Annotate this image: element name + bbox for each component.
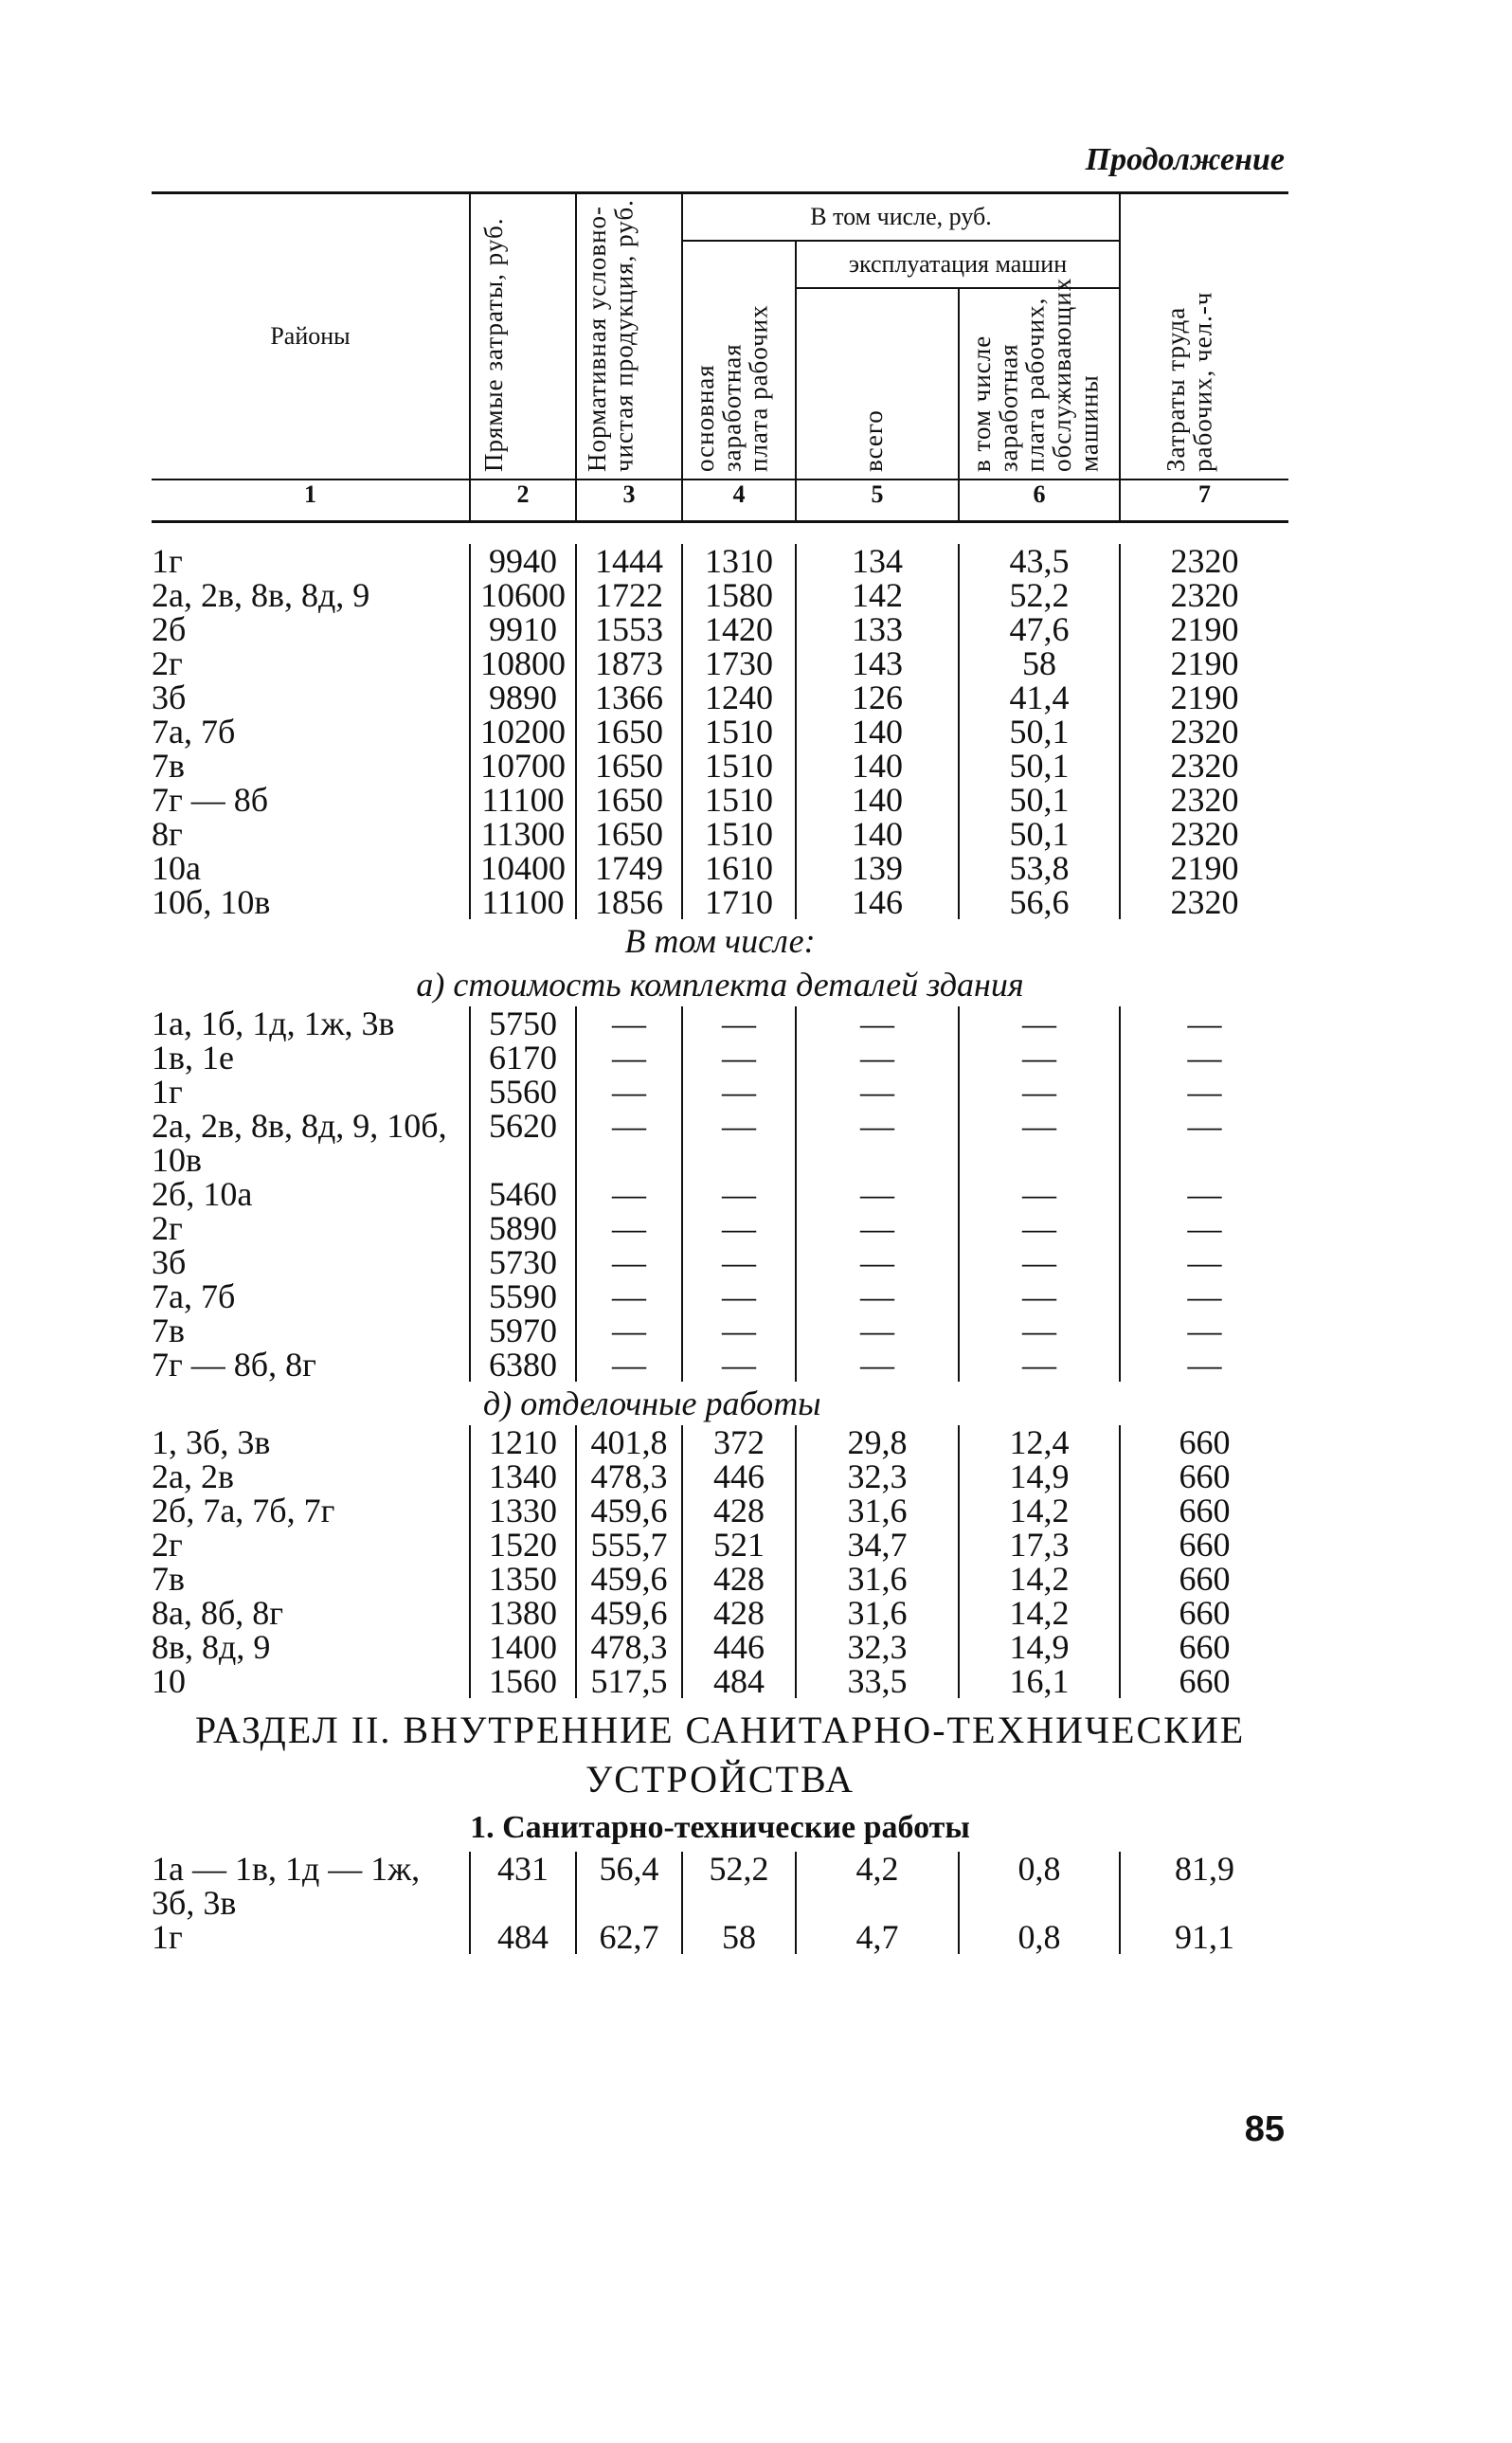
value-cell: — xyxy=(1120,1348,1288,1382)
value-cell: 140 xyxy=(796,783,959,817)
value-cell: 140 xyxy=(796,749,959,783)
value-cell: 1710 xyxy=(682,885,796,919)
table-row xyxy=(152,1348,1288,1382)
value-cell: 10800 xyxy=(470,646,576,680)
value-cell: — xyxy=(682,1313,796,1348)
value-cell: 9890 xyxy=(470,680,576,715)
region-cell: 2г xyxy=(152,1209,183,1247)
value-cell: 1749 xyxy=(576,851,682,885)
value-cell: 29,8 xyxy=(796,1425,959,1459)
value-cell: 1420 xyxy=(682,612,796,646)
value-cell: 2320 xyxy=(1120,749,1288,783)
value-cell: 660 xyxy=(1120,1630,1288,1664)
table-row xyxy=(152,1920,1288,1954)
value-cell: 1510 xyxy=(682,817,796,851)
value-cell: 1730 xyxy=(682,646,796,680)
value-cell: 14,9 xyxy=(959,1459,1120,1493)
value-cell: — xyxy=(796,1313,959,1348)
table-row xyxy=(152,578,1288,612)
value-cell: — xyxy=(1120,1075,1288,1109)
value-cell: 2190 xyxy=(1120,646,1288,680)
value-cell: — xyxy=(796,1075,959,1109)
region-cell: 2г xyxy=(152,644,183,682)
table-row xyxy=(152,1006,1288,1041)
value-cell: 34,7 xyxy=(796,1528,959,1562)
value-cell: — xyxy=(959,1109,1120,1177)
table-row xyxy=(152,715,1288,749)
value-cell: 41,4 xyxy=(959,680,1120,715)
value-cell: 1310 xyxy=(682,544,796,578)
value-cell: — xyxy=(959,1313,1120,1348)
section2-subtitle: 1. Санитарно-технические работы xyxy=(470,1810,970,1845)
value-cell: — xyxy=(959,1177,1120,1211)
region-cell: 2г xyxy=(152,1526,183,1564)
value-cell: 372 xyxy=(682,1425,796,1459)
value-cell: 2320 xyxy=(1120,578,1288,612)
table-row xyxy=(152,1313,1288,1348)
section-a-title: а) стоимость комплекта деталей здания xyxy=(416,966,1024,1004)
value-cell: 9910 xyxy=(470,612,576,646)
value-cell: — xyxy=(576,1279,682,1313)
value-cell: 143 xyxy=(796,646,959,680)
header-normative-production: Нормативная условно-чистая продукция, руб. xyxy=(576,193,682,480)
col-number: 1 xyxy=(152,480,470,522)
value-cell: — xyxy=(682,1006,796,1041)
value-cell: 133 xyxy=(796,612,959,646)
value-cell: 521 xyxy=(682,1528,796,1562)
table-row xyxy=(152,680,1288,715)
value-cell: 2190 xyxy=(1120,612,1288,646)
value-cell: — xyxy=(796,1006,959,1041)
value-cell: 12,4 xyxy=(959,1425,1120,1459)
sanitary-table xyxy=(152,1852,1288,1954)
value-cell: 1510 xyxy=(682,715,796,749)
value-cell: 1444 xyxy=(576,544,682,578)
value-cell: — xyxy=(959,1006,1120,1041)
value-cell: 81,9 xyxy=(1120,1852,1288,1920)
value-cell: 58 xyxy=(959,646,1120,680)
col-number: 2 xyxy=(470,480,576,522)
value-cell: 1340 xyxy=(470,1459,576,1493)
page-number: 85 xyxy=(1244,2109,1285,2149)
region-cell: 2б xyxy=(152,610,187,648)
col-number: 3 xyxy=(576,480,682,522)
value-cell: — xyxy=(576,1348,682,1382)
value-cell: 1856 xyxy=(576,885,682,919)
value-cell: — xyxy=(682,1245,796,1279)
value-cell: 1580 xyxy=(682,578,796,612)
table-row xyxy=(152,1109,1288,1177)
region-cell: 7в xyxy=(152,747,185,785)
value-cell: 11300 xyxy=(470,817,576,851)
value-cell: 2190 xyxy=(1120,680,1288,715)
value-cell: — xyxy=(576,1177,682,1211)
including-label: В том числе: xyxy=(624,922,816,960)
section2-title-line1: РАЗДЕЛ II. ВНУТРЕННИЕ САНИТАРНО-ТЕХНИЧЕСКИЕ xyxy=(194,1709,1246,1751)
value-cell: — xyxy=(682,1109,796,1177)
value-cell: 5750 xyxy=(470,1006,576,1041)
table-row xyxy=(152,1528,1288,1562)
value-cell: 517,5 xyxy=(576,1664,682,1698)
value-cell: 428 xyxy=(682,1493,796,1528)
value-cell: — xyxy=(959,1348,1120,1382)
section2-title xyxy=(152,1706,1288,1804)
value-cell: — xyxy=(682,1348,796,1382)
col-number: 7 xyxy=(1120,480,1288,522)
document-page xyxy=(152,142,1288,1954)
value-cell: 52,2 xyxy=(682,1852,796,1920)
value-cell: 43,5 xyxy=(959,544,1120,578)
value-cell: — xyxy=(1120,1041,1288,1075)
value-cell: 660 xyxy=(1120,1425,1288,1459)
value-cell: — xyxy=(576,1313,682,1348)
value-cell: 478,3 xyxy=(576,1630,682,1664)
value-cell: 62,7 xyxy=(576,1920,682,1954)
value-cell: — xyxy=(796,1211,959,1245)
value-cell: — xyxy=(796,1348,959,1382)
value-cell: 56,6 xyxy=(959,885,1120,919)
header-regions: Районы xyxy=(152,193,470,480)
value-cell: — xyxy=(682,1177,796,1211)
value-cell: 10400 xyxy=(470,851,576,885)
value-cell: 6380 xyxy=(470,1348,576,1382)
header-labor-costs: Затраты труда рабочих, чел.-ч xyxy=(1120,193,1288,480)
table-row xyxy=(152,1493,1288,1528)
value-cell: 555,7 xyxy=(576,1528,682,1562)
value-cell: 1510 xyxy=(682,749,796,783)
value-cell: 142 xyxy=(796,578,959,612)
value-cell: — xyxy=(682,1041,796,1075)
value-cell: — xyxy=(576,1041,682,1075)
value-cell: 50,1 xyxy=(959,817,1120,851)
region-cell: 7а, 7б xyxy=(152,1277,236,1315)
value-cell: 139 xyxy=(796,851,959,885)
value-cell: — xyxy=(796,1109,959,1177)
value-cell: — xyxy=(682,1211,796,1245)
value-cell: 2320 xyxy=(1120,885,1288,919)
value-cell: 16,1 xyxy=(959,1664,1120,1698)
value-cell: 1650 xyxy=(576,783,682,817)
table-row xyxy=(152,1211,1288,1245)
region-cell: 10а xyxy=(152,849,201,887)
value-cell: — xyxy=(1120,1006,1288,1041)
value-cell: 31,6 xyxy=(796,1562,959,1596)
value-cell: — xyxy=(959,1211,1120,1245)
value-cell: — xyxy=(1120,1177,1288,1211)
value-cell: 11100 xyxy=(470,783,576,817)
region-cell: 7в xyxy=(152,1312,185,1349)
value-cell: 52,2 xyxy=(959,578,1120,612)
value-cell: 1520 xyxy=(470,1528,576,1562)
value-cell: 140 xyxy=(796,817,959,851)
value-cell: 5460 xyxy=(470,1177,576,1211)
value-cell: 660 xyxy=(1120,1459,1288,1493)
value-cell: 446 xyxy=(682,1630,796,1664)
value-cell: 1510 xyxy=(682,783,796,817)
col-number: 4 xyxy=(682,480,796,522)
value-cell: 126 xyxy=(796,680,959,715)
table-row xyxy=(152,1596,1288,1630)
value-cell: 0,8 xyxy=(959,1852,1120,1920)
region-cell: 3б xyxy=(152,1243,187,1281)
value-cell: 4,7 xyxy=(796,1920,959,1954)
value-cell: — xyxy=(1120,1109,1288,1177)
value-cell: 660 xyxy=(1120,1596,1288,1630)
region-cell: 7г — 8б xyxy=(152,781,269,819)
value-cell: 1350 xyxy=(470,1562,576,1596)
value-cell: 14,2 xyxy=(959,1596,1120,1630)
table-row xyxy=(152,1177,1288,1211)
value-cell: 50,1 xyxy=(959,715,1120,749)
table-row xyxy=(152,1425,1288,1459)
table-row xyxy=(152,612,1288,646)
value-cell: 2190 xyxy=(1120,851,1288,885)
region-cell: 8в, 8д, 9 xyxy=(152,1628,271,1666)
value-cell: — xyxy=(1120,1279,1288,1313)
value-cell: — xyxy=(959,1245,1120,1279)
region-cell: 2б, 7а, 7б, 7г xyxy=(152,1492,335,1529)
value-cell: — xyxy=(796,1279,959,1313)
section2-rows xyxy=(152,1852,1288,1954)
table-row xyxy=(152,1041,1288,1075)
value-cell: 10200 xyxy=(470,715,576,749)
cost-table xyxy=(152,191,1288,1698)
table-row xyxy=(152,1245,1288,1279)
value-cell: 2320 xyxy=(1120,715,1288,749)
region-cell: 8г xyxy=(152,815,183,853)
value-cell: — xyxy=(959,1279,1120,1313)
value-cell: 32,3 xyxy=(796,1459,959,1493)
value-cell: 58 xyxy=(682,1920,796,1954)
value-cell: 50,1 xyxy=(959,749,1120,783)
value-cell: 484 xyxy=(470,1920,576,1954)
value-cell: — xyxy=(1120,1245,1288,1279)
value-cell: 6170 xyxy=(470,1041,576,1075)
value-cell: 1210 xyxy=(470,1425,576,1459)
value-cell: 146 xyxy=(796,885,959,919)
region-cell: 1в, 1е xyxy=(152,1039,234,1077)
value-cell: 459,6 xyxy=(576,1596,682,1630)
value-cell: 459,6 xyxy=(576,1562,682,1596)
header-incl-wage: в том числе заработная плата рабочих, обслуживающих машины xyxy=(959,288,1120,480)
table-row xyxy=(152,817,1288,851)
value-cell: 14,2 xyxy=(959,1493,1120,1528)
table-row xyxy=(152,1279,1288,1313)
value-cell: 5620 xyxy=(470,1109,576,1177)
section-d-rows xyxy=(152,1425,1288,1698)
value-cell: 660 xyxy=(1120,1493,1288,1528)
region-cell: 1г xyxy=(152,1073,183,1111)
value-cell: 9940 xyxy=(470,544,576,578)
table-row xyxy=(152,749,1288,783)
header-base-wage: основная заработная плата рабочих xyxy=(682,241,796,480)
value-cell: 401,8 xyxy=(576,1425,682,1459)
header-direct-costs: Прямые затраты, руб. xyxy=(470,193,576,480)
value-cell: — xyxy=(576,1211,682,1245)
table-row xyxy=(152,646,1288,680)
value-cell: 446 xyxy=(682,1459,796,1493)
value-cell: 1610 xyxy=(682,851,796,885)
value-cell: — xyxy=(1120,1211,1288,1245)
header-including: В том числе, руб. xyxy=(682,193,1120,242)
value-cell: — xyxy=(576,1109,682,1177)
value-cell: 431 xyxy=(470,1852,576,1920)
region-cell: 2а, 2в xyxy=(152,1457,234,1495)
value-cell: 134 xyxy=(796,544,959,578)
region-cell: 2б, 10а xyxy=(152,1175,253,1213)
value-cell: 5560 xyxy=(470,1075,576,1109)
value-cell: 10700 xyxy=(470,749,576,783)
value-cell: 31,6 xyxy=(796,1596,959,1630)
value-cell: 53,8 xyxy=(959,851,1120,885)
main-rows xyxy=(152,544,1288,919)
value-cell: 2320 xyxy=(1120,783,1288,817)
value-cell: 1240 xyxy=(682,680,796,715)
region-cell: 10б, 10в xyxy=(152,883,271,921)
value-cell: — xyxy=(576,1075,682,1109)
value-cell: 11100 xyxy=(470,885,576,919)
value-cell: 478,3 xyxy=(576,1459,682,1493)
value-cell: 0,8 xyxy=(959,1920,1120,1954)
region-cell: 8а, 8б, 8г xyxy=(152,1594,284,1632)
value-cell: 660 xyxy=(1120,1562,1288,1596)
region-cell: 7в xyxy=(152,1560,185,1598)
table-row xyxy=(152,544,1288,578)
value-cell: 1722 xyxy=(576,578,682,612)
value-cell: 32,3 xyxy=(796,1630,959,1664)
table-row xyxy=(152,1630,1288,1664)
section2-title-line2: УСТРОЙСТВА xyxy=(585,1758,855,1801)
value-cell: 660 xyxy=(1120,1528,1288,1562)
value-cell: 4,2 xyxy=(796,1852,959,1920)
value-cell: — xyxy=(796,1041,959,1075)
value-cell: 5970 xyxy=(470,1313,576,1348)
region-cell: 2а, 2в, 8в, 8д, 9 xyxy=(152,576,370,614)
value-cell: 1330 xyxy=(470,1493,576,1528)
value-cell: 1366 xyxy=(576,680,682,715)
header-total: всего xyxy=(796,288,959,480)
value-cell: 1650 xyxy=(576,715,682,749)
region-cell: 1, 3б, 3в xyxy=(152,1423,271,1461)
table-row xyxy=(152,1664,1288,1698)
value-cell: 1650 xyxy=(576,817,682,851)
table-row xyxy=(152,1852,1288,1920)
value-cell: 17,3 xyxy=(959,1528,1120,1562)
value-cell: — xyxy=(1120,1313,1288,1348)
col-number: 5 xyxy=(796,480,959,522)
region-cell: 1а, 1б, 1д, 1ж, 3в xyxy=(152,1004,395,1042)
region-cell: 7г — 8б, 8г xyxy=(152,1346,316,1384)
value-cell: 1400 xyxy=(470,1630,576,1664)
value-cell: 484 xyxy=(682,1664,796,1698)
value-cell: 10600 xyxy=(470,578,576,612)
value-cell: 1553 xyxy=(576,612,682,646)
value-cell: 140 xyxy=(796,715,959,749)
section-a-rows xyxy=(152,1006,1288,1382)
column-numbers-row xyxy=(152,480,1288,522)
value-cell: 33,5 xyxy=(796,1664,959,1698)
value-cell: 5590 xyxy=(470,1279,576,1313)
value-cell: — xyxy=(959,1041,1120,1075)
table-row xyxy=(152,1459,1288,1493)
region-cell: 10 xyxy=(152,1662,186,1700)
table-row xyxy=(152,783,1288,817)
value-cell: — xyxy=(576,1245,682,1279)
value-cell: 1380 xyxy=(470,1596,576,1630)
region-cell: 3б xyxy=(152,679,187,716)
region-cell: 7а, 7б xyxy=(152,713,236,751)
region-cell: 1г xyxy=(152,1918,183,1956)
region-cell: 1г xyxy=(152,542,183,580)
value-cell: 428 xyxy=(682,1596,796,1630)
col-number: 6 xyxy=(959,480,1120,522)
table-row xyxy=(152,885,1288,919)
table-row xyxy=(152,1562,1288,1596)
value-cell: — xyxy=(576,1006,682,1041)
value-cell: — xyxy=(796,1177,959,1211)
section-d-title: д) отделочные работы xyxy=(483,1384,821,1422)
value-cell: 47,6 xyxy=(959,612,1120,646)
value-cell: 31,6 xyxy=(796,1493,959,1528)
value-cell: 50,1 xyxy=(959,783,1120,817)
value-cell: — xyxy=(796,1245,959,1279)
value-cell: 428 xyxy=(682,1562,796,1596)
value-cell: 56,4 xyxy=(576,1852,682,1920)
value-cell: 5890 xyxy=(470,1211,576,1245)
value-cell: — xyxy=(682,1279,796,1313)
value-cell: 660 xyxy=(1120,1664,1288,1698)
value-cell: 1873 xyxy=(576,646,682,680)
value-cell: 1650 xyxy=(576,749,682,783)
region-cell: 2а, 2в, 8в, 8д, 9, 10б, 10в xyxy=(152,1107,447,1179)
value-cell: — xyxy=(959,1075,1120,1109)
value-cell: — xyxy=(682,1075,796,1109)
value-cell: 1560 xyxy=(470,1664,576,1698)
value-cell: 459,6 xyxy=(576,1493,682,1528)
value-cell: 14,2 xyxy=(959,1562,1120,1596)
value-cell: 2320 xyxy=(1120,817,1288,851)
value-cell: 5730 xyxy=(470,1245,576,1279)
table-row xyxy=(152,1075,1288,1109)
value-cell: 14,9 xyxy=(959,1630,1120,1664)
value-cell: 2320 xyxy=(1120,544,1288,578)
value-cell: 91,1 xyxy=(1120,1920,1288,1954)
continued-label: Продолжение xyxy=(1085,142,1285,177)
header-machine-operation: эксплуатация машин xyxy=(796,241,1120,288)
table-row xyxy=(152,851,1288,885)
region-cell: 1а — 1в, 1д — 1ж, 3б, 3в xyxy=(152,1850,421,1922)
